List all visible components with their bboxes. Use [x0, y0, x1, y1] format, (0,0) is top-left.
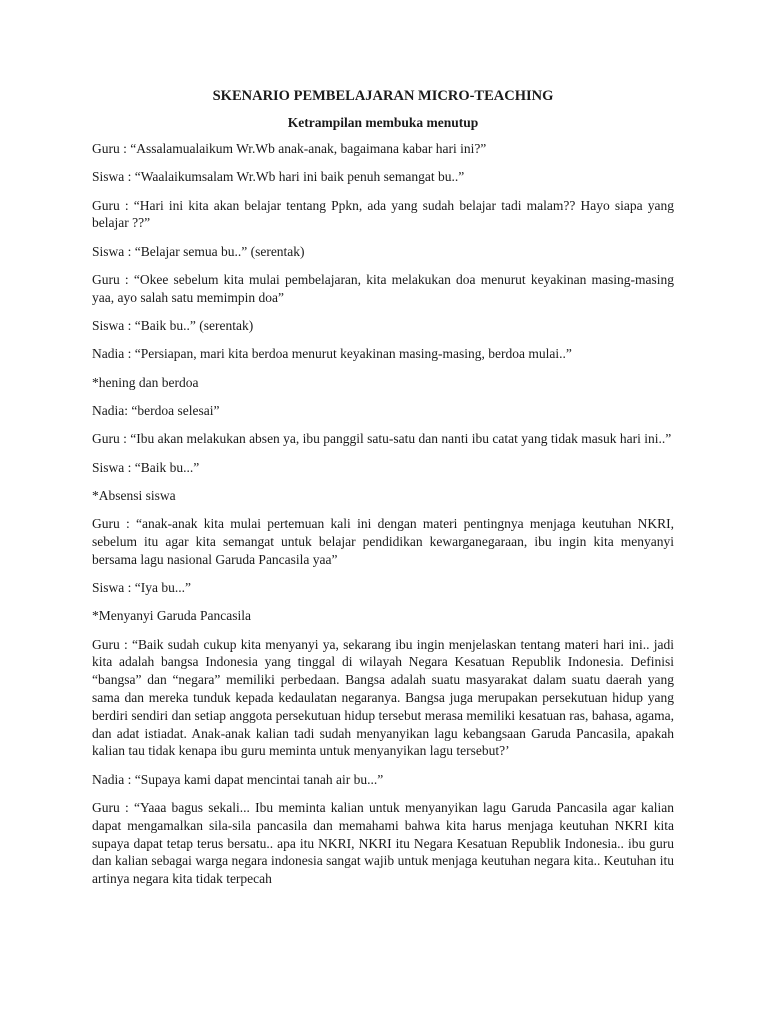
dialogue-paragraph: Siswa : “Waalaikumsalam Wr.Wb hari ini baik penuh semangat bu..” — [92, 169, 465, 185]
dialogue-paragraph: Guru : “Baik sudah cukup kita menyanyi ya, sekarang ibu ingin menjelaskan tentang materi hari ini.. jadi kita adalah bangsa Indonesia yang tinggal di wilayah Negara Kesatuan Republik Indonesia. Definisi “bangsa” dan “negara” memiliki perbedaan. Bangsa adalah suatu masyarakat dalam suatu daerah yang sama dan mereka tunduk kepada kedaulatan negaranya. Bangsa juga merupakan persekutuan hidup yang berdiri sendiri dan setiap anggota persekutuan hidup tersebut merasa memiliki kesatuan ras, bahasa, agama, dan adat istiadat. Anak-anak kalian tadi sudah menyanyikan lagu kebangsaan Garuda Pancasila, apakah kalian tau tidak kenapa ibu guru meminta untuk menyanyikan lagu tersebut?’ — [92, 636, 674, 759]
dialogue-paragraph: Siswa : “Iya bu...” — [92, 580, 191, 596]
dialogue-paragraph: Guru : “Assalamualaikum Wr.Wb anak-anak, bagaimana kabar hari ini?” — [92, 141, 487, 156]
dialogue-paragraph: Guru : “Yaaa bagus sekali... Ibu meminta kalian untuk menyanyikan lagu Garuda Pancasila agar kalian dapat mengamalkan sila-sila pancasila dan memahami bahwa kita harus menjaga keutuhan NKRI kita supaya dapat tetap terus bersatu.. apa itu NKRI, NKRI itu Negara Kesatuan Republik Indonesia.. ibu guru dan kalian sebagai warga negara indonesia sangat wajib untuk menjaga keutuhan negara kita.. Keutuhan itu artinya negara kita tidak terpecah — [92, 800, 674, 887]
dialogue-paragraph: Siswa : “Baik bu...” — [92, 459, 200, 475]
dialogue-paragraph: Nadia : “Persiapan, mari kita berdoa menurut keyakinan masing-masing, berdoa mulai..” — [92, 346, 572, 362]
dialogue-paragraph: Siswa : “Belajar semua bu..” (serentak) — [92, 243, 305, 259]
document-page — [92, 87, 674, 899]
dialogue-paragraph: Guru : “Okee sebelum kita mulai pembelajaran, kita melakukan doa menurut keyakinan masing-masing yaa, ayo salah satu memimpin doa” — [92, 271, 674, 305]
stage-direction: *Absensi siswa — [92, 487, 176, 503]
stage-direction: *Menyanyi Garuda Pancasila — [92, 608, 251, 624]
dialogue-paragraph: Guru : “anak-anak kita mulai pertemuan kali ini dengan materi pentingnya menjaga keutuhan NKRI, sebelum itu agar kita semangat untuk belajar pendidikan kewarganegaraan, ibu ingin kita menyanyi bersama lagu nasional Garuda Pancasila yaa” — [92, 516, 674, 567]
dialogue-paragraph: Guru : “Hari ini kita akan belajar tentang Ppkn, ada yang sudah belajar tadi malam?? Hayo siapa yang belajar ??” — [92, 197, 674, 231]
dialogue-paragraph: Nadia: “berdoa selesai” — [92, 402, 220, 418]
dialogue-paragraph: Guru : “Ibu akan melakukan absen ya, ibu panggil satu-satu dan nanti ibu catat yang tidak masuk hari ini..” — [92, 431, 672, 447]
stage-direction: *hening dan berdoa — [92, 374, 199, 390]
document-title: SKENARIO PEMBELAJARAN MICRO-TEACHING — [212, 88, 554, 104]
dialogue-paragraph: Siswa : “Baik bu..” (serentak) — [92, 318, 254, 334]
dialogue-paragraph: Nadia : “Supaya kami dapat mencintai tanah air bu...” — [92, 771, 384, 787]
document-subtitle: Ketrampilan membuka menutup — [287, 115, 479, 130]
